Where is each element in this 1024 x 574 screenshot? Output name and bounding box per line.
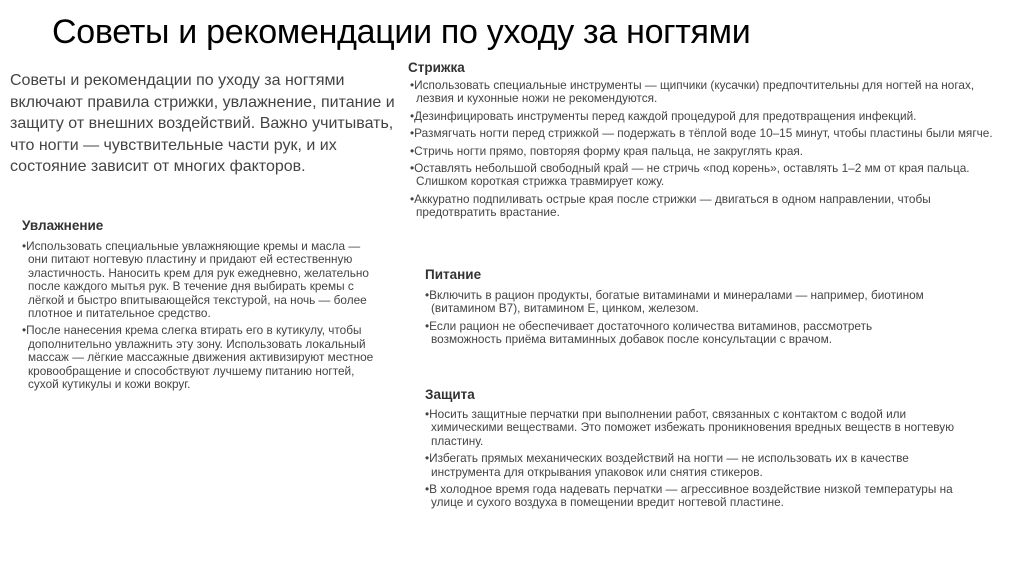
list-item: • Использовать специальные инструменты — щипчики (кусачки) предпочтительны для ногтей на ногах, лезвия и кухонные ножи не рекомендуются. (410, 79, 1005, 106)
page-title: Советы и рекомендации по уходу за ногтями (52, 13, 751, 51)
nutrition-list (425, 289, 945, 351)
intro-paragraph: Советы и рекомендации по уходу за ногтями включают правила стрижки, увлажнение, питание и защиту от внешних воздействий. Важно учитывать, что ногти — чувствительные части рук, и их состояние зависит от многих факторов. (10, 72, 395, 175)
list-item: • Включить в рацион продукты, богатые витаминами и минералами — например, биотином (витамином B7), витамином E, цинком, железом. (425, 289, 945, 316)
list-item: • Оставлять небольшой свободный край — не стричь «под корень», оставлять 1–2 мм от края пальца. Слишком короткая стрижка травмирует кожу. (410, 162, 1005, 189)
list-item: • В холодное время года надевать перчатки — агрессивное воздействие низкой температуры на улице и сухого воздуха в помещении вредит ногтевой пластине. (425, 483, 965, 510)
section-heading-nutrition: Питание (425, 267, 482, 282)
list-item: • Дезинфицировать инструменты перед каждой процедурой для предотвращения инфекций. (410, 110, 1005, 123)
list-item: • Стричь ногти прямо, повторяя форму края пальца, не закруглять края. (410, 145, 1005, 158)
section-heading-moisturizing: Увлажнение (22, 218, 104, 233)
moisturizing-list (22, 240, 376, 395)
protection-list (425, 408, 965, 514)
section-heading-cutting: Стрижка (408, 60, 465, 75)
list-item: • Если рацион не обеспечивает достаточного количества витаминов, рассмотреть возможность приёма витаминных добавок после консультации с врачом. (425, 320, 945, 347)
section-heading-protection: Защита (425, 387, 475, 402)
cutting-list (410, 79, 1005, 224)
list-item: • Аккуратно подпиливать острые края после стрижки — двигаться в одном направлении, чтобы предотвратить врастание. (410, 193, 1005, 220)
list-item: • После нанесения крема слегка втирать его в кутикулу, чтобы дополнительно увлажнить эту зону. Использовать локальный массаж — лёгкие массажные движения активизируют местное кровообращение и способствуют лучшему питанию ногтей, сухой кутикулы и кожи вокруг. (22, 324, 376, 391)
list-item: • Избегать прямых механических воздействий на ногти — не использовать их в качестве инструмента для открывания упаковок или снятия стикеров. (425, 452, 965, 479)
list-item: • Использовать специальные увлажняющие кремы и масла — они питают ногтевую пластину и придают ей естественную эластичность. Наносить крем для рук ежедневно, желательно после каждого мытья рук. В течение дня выбирать кремы с лёгкой и быстро впитывающейся текстурой, на ночь — более плотное и питательное средство. (22, 240, 376, 320)
list-item: • Размягчать ногти перед стрижкой — подержать в тёплой воде 10–15 минут, чтобы пластины были мягче. (410, 127, 1005, 140)
list-item: • Носить защитные перчатки при выполнении работ, связанных с контактом с водой или химическими веществами. Это поможет избежать проникновения вредных веществ в ногтевую пластину. (425, 408, 965, 448)
